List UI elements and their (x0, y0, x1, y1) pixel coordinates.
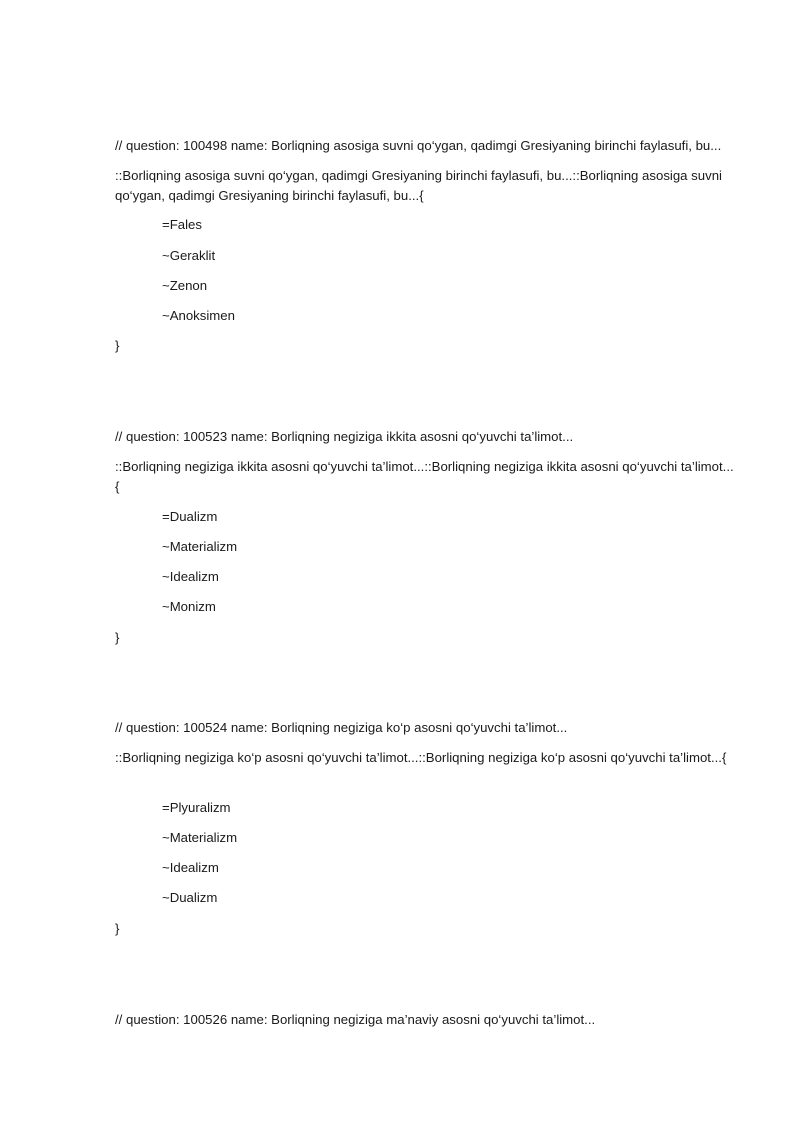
question-header: // question: 100524 name: Borliqning negiziga ko‘p asosni qo‘yuvchi ta’limot... (115, 720, 568, 735)
answer-option: ~Materializm (162, 830, 238, 845)
question-header: // question: 100523 name: Borliqning negiziga ikkita asosni qo‘yuvchi ta’limot... (115, 429, 574, 444)
answer-option: ~Idealizm (162, 569, 219, 584)
question-body: ::Borliqning negiziga ko‘p asosni qo‘yuvchi ta’limot...::Borliqning negiziga ko‘p asosni qo‘yuvchi ta’limot...{ (115, 750, 727, 765)
answer-option: =Dualizm (162, 509, 218, 524)
closing-brace: } (115, 338, 120, 353)
question-header: // question: 100526 name: Borliqning negiziga ma’naviy asosni qo‘yuvchi ta’limot... (115, 1012, 596, 1027)
question-body: ::Borliqning negiziga ikkita asosni qo‘yuvchi ta’limot...::Borliqning negiziga ikkita asosni qo‘yuvchi ta’limot...{ (115, 459, 734, 494)
closing-brace: } (115, 921, 120, 936)
answer-option: ~Anoksimen (162, 308, 235, 323)
closing-brace: } (115, 630, 120, 645)
answer-option: ~Monizm (162, 599, 216, 614)
question-body: ::Borliqning asosiga suvni qo‘ygan, qadimgi Gresiyaning birinchi faylasufi, bu...::Borliqning asosiga suvni qo‘ygan, qadimgi Gresiyaning birinchi faylasufi, bu...{ (115, 168, 722, 203)
answer-option: =Fales (162, 217, 202, 232)
answer-option: ~Idealizm (162, 860, 219, 875)
answer-option: ~Dualizm (162, 890, 218, 905)
answer-option: ~Zenon (162, 278, 208, 293)
question-header: // question: 100498 name: Borliqning asosiga suvni qo‘ygan, qadimgi Gresiyaning birinchi faylasufi, bu... (115, 138, 722, 153)
answer-option: =Plyuralizm (162, 800, 231, 815)
answer-option: ~Materializm (162, 539, 238, 554)
answer-option: ~Geraklit (162, 248, 216, 263)
